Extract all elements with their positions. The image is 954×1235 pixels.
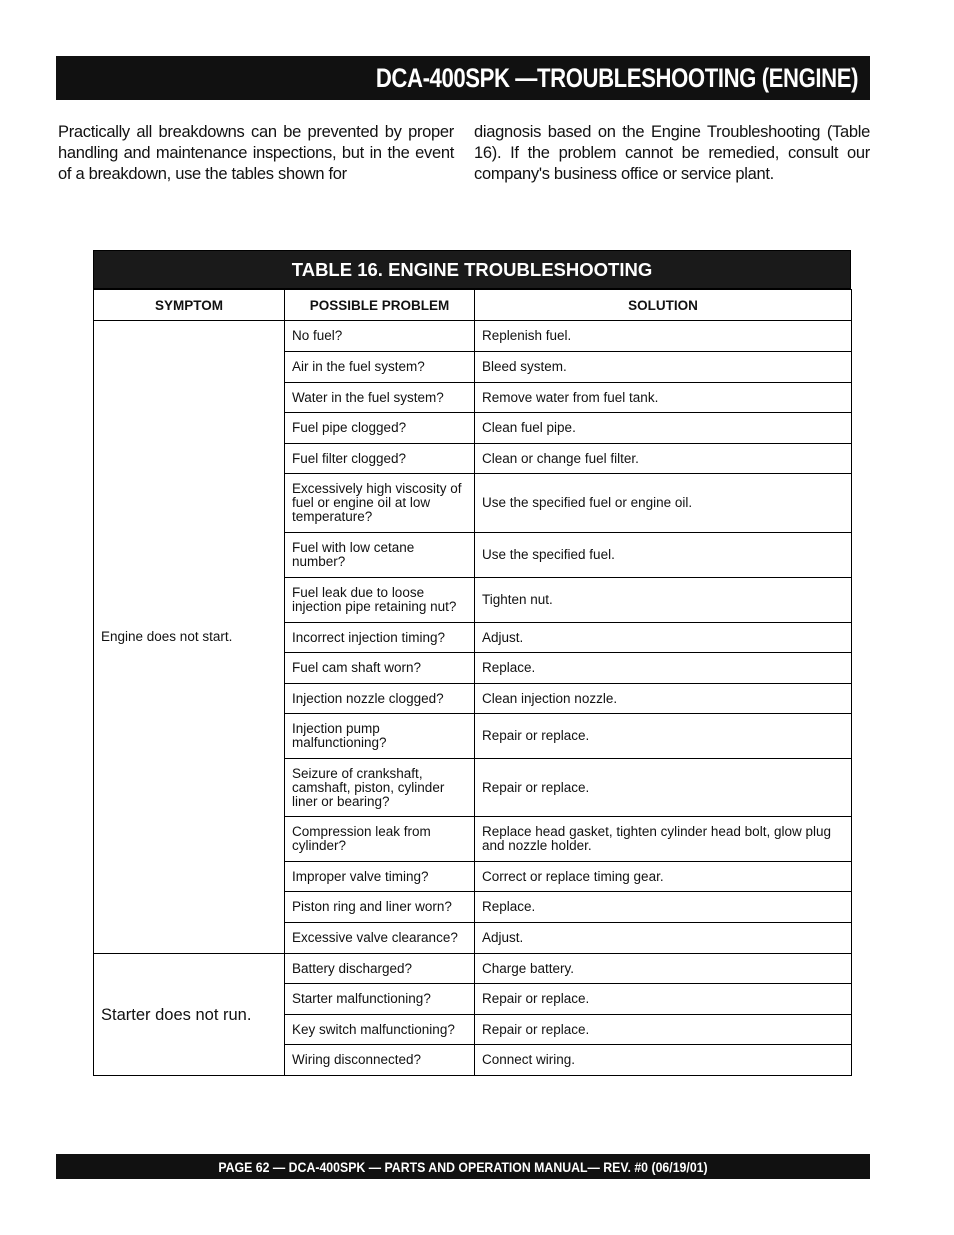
table-row	[94, 321, 852, 352]
solution-cell: Clean fuel pipe.	[475, 413, 852, 444]
solution-cell: Repair or replace.	[475, 759, 852, 817]
intro-left-text: Practically all breakdowns can be prevented by proper handling and maintenance inspections, but in the event of a breakdown, use the tables shown for	[58, 123, 454, 183]
solution-cell: Bleed system.	[475, 352, 852, 383]
footer-text: PAGE 62 — DCA-400SPK — PARTS AND OPERATION MANUAL— REV. #0 (06/19/01)	[218, 1158, 708, 1175]
intro-right-column	[474, 122, 870, 185]
problem-cell: Water in the fuel system?	[285, 383, 475, 413]
problem-cell: Battery discharged?	[285, 954, 475, 984]
solution-cell: Use the specified fuel.	[475, 533, 852, 578]
symptom-cell: Starter does not run.	[94, 954, 285, 1076]
solution-cell: Clean or change fuel filter.	[475, 444, 852, 474]
solution-cell: Use the specified fuel or engine oil.	[475, 474, 852, 533]
problem-cell: Seizure of crankshaft, camshaft, piston, cylinder liner or bearing?	[285, 759, 475, 817]
solution-cell: Replenish fuel.	[475, 321, 852, 352]
problem-cell: Excessive valve clearance?	[285, 923, 475, 954]
problem-cell: Piston ring and liner worn?	[285, 892, 475, 923]
solution-cell: Adjust.	[475, 923, 852, 954]
problem-cell: Injection pump malfunctioning?	[285, 714, 475, 759]
table-header-row	[94, 290, 852, 321]
problem-cell: Fuel leak due to loose injection pipe retaining nut?	[285, 578, 475, 623]
solution-cell: Connect wiring.	[475, 1045, 852, 1076]
solution-cell: Repair or replace.	[475, 714, 852, 759]
troubleshooting-table	[93, 289, 852, 1076]
table-title: TABLE 16. ENGINE TROUBLESHOOTING	[93, 250, 851, 289]
page-footer	[56, 1154, 870, 1179]
solution-cell: Replace.	[475, 892, 852, 923]
problem-cell: Fuel with low cetane number?	[285, 533, 475, 578]
problem-cell: Fuel cam shaft worn?	[285, 653, 475, 684]
page-title-bar	[56, 56, 870, 100]
problem-cell: Starter malfunctioning?	[285, 984, 475, 1015]
problem-cell: Injection nozzle clogged?	[285, 684, 475, 714]
table-body	[94, 321, 852, 1076]
problem-cell: Compression leak from cylinder?	[285, 817, 475, 862]
page-title: DCA-400SPK —TROUBLESHOOTING (ENGINE)	[375, 62, 858, 93]
intro-left-column	[58, 122, 454, 185]
header-solution: SOLUTION	[475, 290, 852, 321]
problem-cell: Key switch malfunctioning?	[285, 1015, 475, 1045]
problem-cell: Fuel filter clogged?	[285, 444, 475, 474]
intro-right-text: diagnosis based on the Engine Troubleshooting (Table 16). If the problem cannot be remedied, consult our company's business office or service plant.	[474, 123, 870, 183]
solution-cell: Adjust.	[475, 623, 852, 653]
problem-cell: Fuel pipe clogged?	[285, 413, 475, 444]
header-symptom: SYMPTOM	[94, 290, 285, 321]
solution-cell: Clean injection nozzle.	[475, 684, 852, 714]
problem-cell: No fuel?	[285, 321, 475, 352]
problem-cell: Air in the fuel system?	[285, 352, 475, 383]
problem-cell: Incorrect injection timing?	[285, 623, 475, 653]
solution-cell: Correct or replace timing gear.	[475, 862, 852, 892]
solution-cell: Replace head gasket, tighten cylinder head bolt, glow plug and nozzle holder.	[475, 817, 852, 862]
solution-cell: Remove water from fuel tank.	[475, 383, 852, 413]
problem-cell: Excessively high viscosity of fuel or engine oil at low temperature?	[285, 474, 475, 533]
solution-cell: Repair or replace.	[475, 984, 852, 1015]
solution-cell: Repair or replace.	[475, 1015, 852, 1045]
solution-cell: Replace.	[475, 653, 852, 684]
problem-cell: Wiring disconnected?	[285, 1045, 475, 1076]
header-possible-problem: POSSIBLE PROBLEM	[285, 290, 475, 321]
solution-cell: Tighten nut.	[475, 578, 852, 623]
symptom-cell: Engine does not start.	[94, 321, 285, 954]
troubleshooting-table-container	[93, 250, 851, 1076]
problem-cell: Improper valve timing?	[285, 862, 475, 892]
solution-cell: Charge battery.	[475, 954, 852, 984]
table-row	[94, 954, 852, 984]
